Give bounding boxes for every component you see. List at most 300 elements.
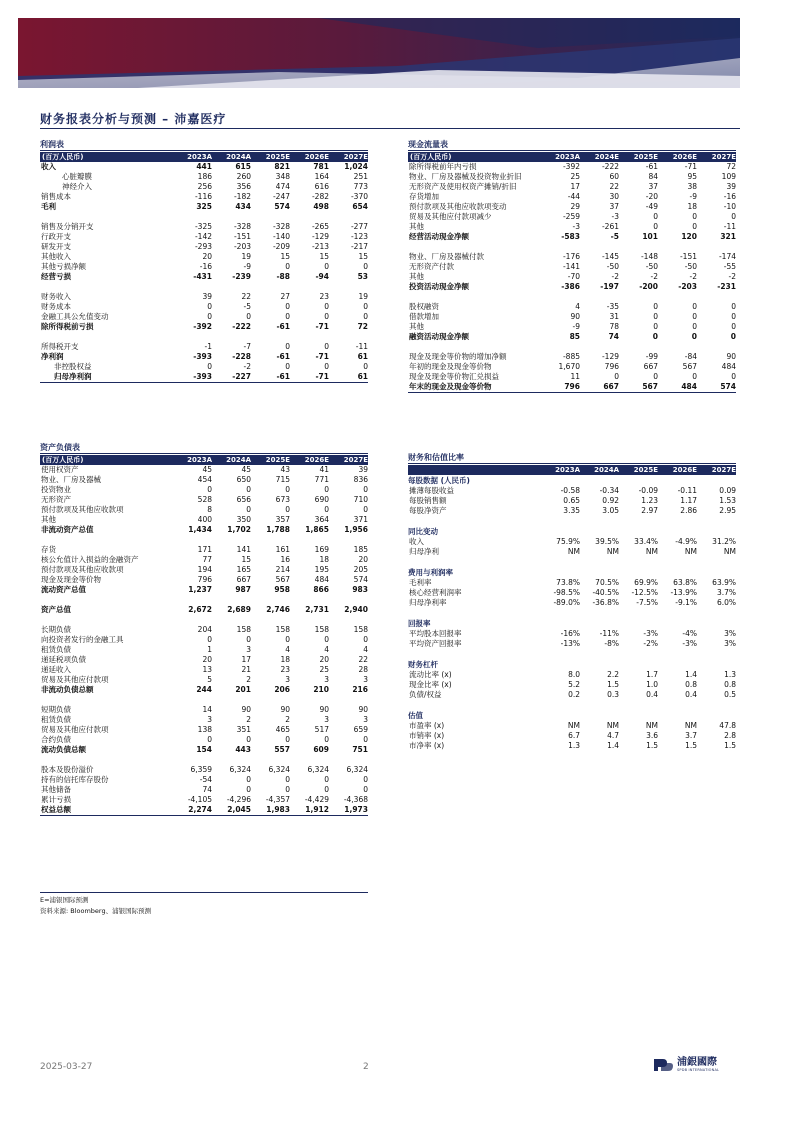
row-label: 股权融资 [409,302,439,311]
row-value: 2,731 [305,605,329,614]
row-value: 1.4 [607,741,619,750]
row-value: 0 [285,635,290,644]
row-value: 0 [692,372,697,381]
section-title: 资产负债表 [40,443,80,452]
row-label: 归母净利润 [54,372,92,381]
row-value: 821 [274,162,290,171]
row-value: 0 [246,485,251,494]
row-value: 0 [731,322,736,331]
row-label: 市净率 (x) [409,741,445,750]
row-value: 3 [285,675,290,684]
row-value: -370 [350,192,368,201]
row-value: -50 [684,262,697,271]
year-header: 2026E [672,466,697,474]
row-value: 2.86 [680,506,697,515]
row-value: 1,788 [266,525,290,534]
row-value: 45 [241,465,251,474]
row-value: 574 [353,575,368,584]
row-label: 金融工具公允值变动 [41,312,109,321]
row-value: 0 [363,505,368,514]
row-label: 归母净利率 [409,598,447,607]
table-row [408,362,736,372]
row-value: 22 [609,182,619,191]
row-value: -265 [311,222,329,231]
row-value: 169 [314,545,329,554]
row-value: 0 [363,775,368,784]
row-label: 物业、厂房及器械 [41,475,101,484]
row-label: 其他 [409,272,424,281]
section-rule [40,150,368,151]
row-value: 2,689 [227,605,251,614]
footnotes [40,895,151,917]
header-banner [18,18,740,88]
table-row [408,212,736,222]
row-value: 194 [197,565,212,574]
row-label: 股本及股份溢价 [41,765,94,774]
header-blank [408,465,541,475]
row-value: -35 [606,302,619,311]
row-label: 其他亏损净额 [41,262,86,271]
table-row [40,362,368,372]
row-value: -328 [272,222,290,231]
table-row [40,555,368,565]
row-value: -217 [350,242,368,251]
row-value: 0 [207,635,212,644]
row-value: NM [606,721,619,730]
row-value: 15 [280,252,290,261]
row-value: 256 [197,182,212,191]
year-header: 2025E [265,153,290,161]
row-value: 0.92 [602,496,619,505]
row-value: 567 [275,575,290,584]
row-value: 987 [235,585,251,594]
table-row [40,705,368,715]
row-value: 164 [314,172,329,181]
row-label: 累计亏损 [41,795,71,804]
row-value: 0 [614,372,619,381]
section-end-rule [40,382,368,383]
row-value: -2 [611,272,619,281]
row-value: 796 [604,362,619,371]
table-row [408,588,736,598]
row-value: 321 [720,232,736,241]
row-value: -176 [562,252,580,261]
row-value: -393 [193,372,212,381]
row-value: 0 [324,785,329,794]
year-header: 2026E [304,153,329,161]
row-value: 3.7 [685,731,697,740]
row-value: 2.95 [719,506,736,515]
row-value: -141 [562,262,580,271]
row-value: 0.5 [724,690,736,699]
table-header [40,152,368,162]
spacer-row [408,557,736,567]
row-value: -1 [204,342,212,351]
table-row [40,675,368,685]
row-value: -2% [643,639,658,648]
row-value: -20 [645,192,658,201]
row-value: 1.3 [724,670,736,679]
row-value: 11 [570,372,580,381]
table-row [40,545,368,555]
row-value: 120 [681,232,697,241]
row-value: -12.5% [631,588,658,597]
row-value: -200 [639,282,658,291]
row-value: 0 [246,775,251,784]
row-label: 摊薄每股收益 [409,486,454,495]
row-label: 递延税项负债 [41,655,86,664]
row-value: 528 [197,495,212,504]
row-value: 656 [236,495,251,504]
table-row [40,202,368,212]
table-row [40,775,368,785]
row-value: 773 [353,182,368,191]
row-value: 1.3 [568,741,580,750]
row-value: 0 [324,735,329,744]
row-value: 0 [285,262,290,271]
row-value: 498 [313,202,329,211]
row-value: 348 [275,172,290,181]
row-value: -2 [689,272,697,281]
row-value: 3.05 [602,506,619,515]
row-value: 1,956 [344,525,368,534]
logo-subtext: SPDB INTERNATIONAL [677,1067,720,1072]
row-value: 443 [235,745,251,754]
row-value: 4 [363,645,368,654]
row-value: 517 [314,725,329,734]
row-label: 研发开支 [41,242,71,251]
row-label: 行政开支 [41,232,71,241]
row-value: 260 [236,172,251,181]
income-statement [40,140,368,383]
row-value: -197 [600,282,619,291]
row-value: -89.0% [553,598,580,607]
row-value: 37 [648,182,658,191]
row-value: -71 [315,322,329,331]
row-value: 484 [314,575,329,584]
row-value: -2 [728,272,736,281]
row-value: -142 [194,232,212,241]
year-header: 2027E [711,466,736,474]
row-label: 无形资产 [41,495,71,504]
row-value: 28 [358,665,368,674]
row-value: -2 [243,362,251,371]
row-value: 983 [352,585,368,594]
row-value: 0.3 [607,690,619,699]
row-label: 非控股权益 [54,362,92,371]
table-row [40,342,368,352]
row-value: -129 [311,232,329,241]
row-value: -0.09 [638,486,658,495]
row-value: -3 [611,212,619,221]
table-row [408,670,736,680]
table-row [40,745,368,755]
spacer-row [408,516,736,526]
row-value: 158 [236,625,251,634]
row-label: 财务收入 [41,292,71,301]
row-value: 0 [730,332,736,341]
row-value: -4,357 [265,795,290,804]
section-end-rule [40,815,368,816]
row-value: 3.35 [563,506,580,515]
table-row [408,192,736,202]
row-value: 3 [363,715,368,724]
row-value: 165 [236,565,251,574]
row-value: 465 [275,725,290,734]
year-header: 2023A [187,456,212,464]
row-value: 836 [353,475,368,484]
row-value: 22 [358,655,368,664]
row-value: 0 [324,775,329,784]
row-value: 29 [570,202,580,211]
row-value: 574 [274,202,290,211]
row-label: 持有的信托库存股份 [41,775,109,784]
row-value: 20 [202,252,212,261]
row-value: 63.8% [673,578,697,587]
row-value: 0 [324,362,329,371]
row-value: -4,105 [187,795,212,804]
row-label: 年初的现金及现金等价物 [409,362,492,371]
row-label: 神经介入 [62,182,92,191]
table-row [40,172,368,182]
table-row [40,192,368,202]
table-row [408,322,736,332]
row-value: 101 [642,232,658,241]
table-row [408,496,736,506]
row-label: 贸易及其他应付款项 [41,725,109,734]
row-value: -11% [599,629,619,638]
table-row [40,182,368,192]
row-label: 非流动资产总值 [41,525,94,534]
row-value: 0.8 [724,680,736,689]
row-value: 69.9% [634,578,658,587]
row-value: 141 [236,545,251,554]
row-label: 其他 [409,322,424,331]
table-row [40,302,368,312]
row-value: 0 [285,362,290,371]
spacer-row [408,608,736,618]
row-value: -4,429 [304,795,329,804]
row-value: -99 [645,352,658,361]
row-value: 0 [324,312,329,321]
row-value: -55 [723,262,736,271]
row-label: 平均资产回报率 [409,639,462,648]
spacer-row [408,292,736,302]
row-value: 138 [197,725,212,734]
row-value: -70 [567,272,580,281]
table-row [40,465,368,475]
row-value: 0 [246,785,251,794]
row-value: 6.7 [568,731,580,740]
row-value: -885 [562,352,580,361]
row-value: 195 [314,565,329,574]
row-value: -8% [604,639,619,648]
row-value: 2,672 [188,605,212,614]
row-value: 47.8 [719,721,736,730]
group-title: 每股数据 (人民币) [408,476,470,485]
row-value: 0 [285,785,290,794]
row-value: 557 [274,745,290,754]
row-value: -222 [232,322,251,331]
spacer-row [40,282,368,292]
row-value: 186 [197,172,212,181]
row-value: -5 [243,302,251,311]
row-value: 16 [280,555,290,564]
spacer-row [408,342,736,352]
row-value: 0 [653,312,658,321]
table-row [408,202,736,212]
row-value: 244 [196,685,212,694]
row-value: 17 [570,182,580,191]
row-value: 0 [324,262,329,271]
row-value: -583 [561,232,580,241]
row-value: 70.5% [595,578,619,587]
row-value: 1.5 [646,741,658,750]
row-label: 现金及现金等价物 [41,575,101,584]
row-value: -2 [650,272,658,281]
row-label: 向投资者发行的金融工具 [41,635,124,644]
row-value: 41 [319,465,329,474]
table-row [408,182,736,192]
row-label: 流动资产总值 [41,585,86,594]
row-label: 预付款项及其他应收款项 [41,565,124,574]
year-header: 2023A [187,153,212,161]
table-header [408,465,736,475]
row-value: 158 [314,625,329,634]
row-value: 53 [357,272,368,281]
group-title: 回报率 [408,619,431,628]
row-value: -3 [572,222,580,231]
row-value: -261 [601,222,619,231]
row-value: 2 [285,715,290,724]
row-value: 1,237 [188,585,212,594]
row-value: NM [606,547,619,556]
table-row [40,725,368,735]
row-value: -228 [232,352,251,361]
row-label: 无形资产及使用权资产摊销/折旧 [409,182,517,191]
row-value: 1.5 [607,680,619,689]
table-row [40,685,368,695]
row-value: 1.0 [646,680,658,689]
row-value: 72 [726,162,736,171]
row-value: 4 [285,645,290,654]
row-value: 6,324 [268,765,290,774]
row-value: 0 [324,635,329,644]
row-value: NM [645,721,658,730]
row-label: 现金及现金等价物的增加净额 [409,352,507,361]
row-value: 0 [731,212,736,221]
row-value: 73.8% [556,578,580,587]
row-value: 0 [363,312,368,321]
row-value: 13 [202,665,212,674]
row-value: -44 [567,192,580,201]
row-value: -36.8% [592,598,619,607]
table-row [40,655,368,665]
row-value: -393 [193,352,212,361]
row-value: 1 [207,645,212,654]
row-value: 673 [275,495,290,504]
spacer-row [40,695,368,705]
row-value: 0 [324,505,329,514]
row-label: 每股销售额 [409,496,447,505]
row-value: 1.5 [685,741,697,750]
row-label: 财务成本 [41,302,71,311]
row-value: 154 [196,745,212,754]
row-value: 2.8 [724,731,736,740]
row-value: 90 [319,705,329,714]
row-value: 3 [363,675,368,684]
row-value: 0.4 [646,690,658,699]
row-value: -49 [645,202,658,211]
table-row [408,372,736,382]
spacer-row [40,615,368,625]
row-value: -213 [311,242,329,251]
row-value: 158 [275,625,290,634]
row-value: -7.5% [636,598,658,607]
row-value: -3% [643,629,658,638]
row-value: -98.5% [553,588,580,597]
row-value: 37 [609,202,619,211]
row-value: 8 [207,505,212,514]
row-value: 350 [236,515,251,524]
row-value: 20 [319,655,329,664]
table-row [40,262,368,272]
row-value: -282 [311,192,329,201]
table-row [40,505,368,515]
row-value: 1,670 [558,362,580,371]
row-value: 0 [653,302,658,311]
row-value: 90 [358,705,368,714]
row-value: 0 [652,332,658,341]
row-value: 751 [352,745,368,754]
row-value: 0.8 [685,680,697,689]
row-value: -9 [689,192,697,201]
row-label: 递延收入 [41,665,71,674]
row-value: -0.58 [560,486,580,495]
row-value: 667 [603,382,619,391]
table-row [408,222,736,232]
table-row [40,312,368,322]
row-label: 经营活动现金净额 [409,232,469,241]
row-value: 95 [687,172,697,181]
row-value: 214 [275,565,290,574]
row-label: 每股净资产 [409,506,447,515]
row-value: 43 [280,465,290,474]
row-label: 其他 [409,222,424,231]
row-label: 融资活动现金净额 [409,332,469,341]
row-label: 市销率 (x) [409,731,445,740]
row-value: -61 [276,352,290,361]
row-value: 667 [643,362,658,371]
row-value: 400 [197,515,212,524]
row-value: NM [684,547,697,556]
year-header: 2024A [226,456,251,464]
row-value: -0.34 [599,486,619,495]
table-row [40,475,368,485]
row-value: -84 [684,352,697,361]
row-value: 210 [313,685,329,694]
row-value: 15 [358,252,368,261]
row-value: 27 [280,292,290,301]
row-value: 75.9% [556,537,580,546]
row-label: 现金及现金等价物汇兑损益 [409,372,499,381]
row-value: 690 [314,495,329,504]
row-value: -151 [679,252,697,261]
row-value: 0 [285,505,290,514]
row-value: 23 [319,292,329,301]
row-value: 364 [314,515,329,524]
row-value: 1.53 [719,496,736,505]
